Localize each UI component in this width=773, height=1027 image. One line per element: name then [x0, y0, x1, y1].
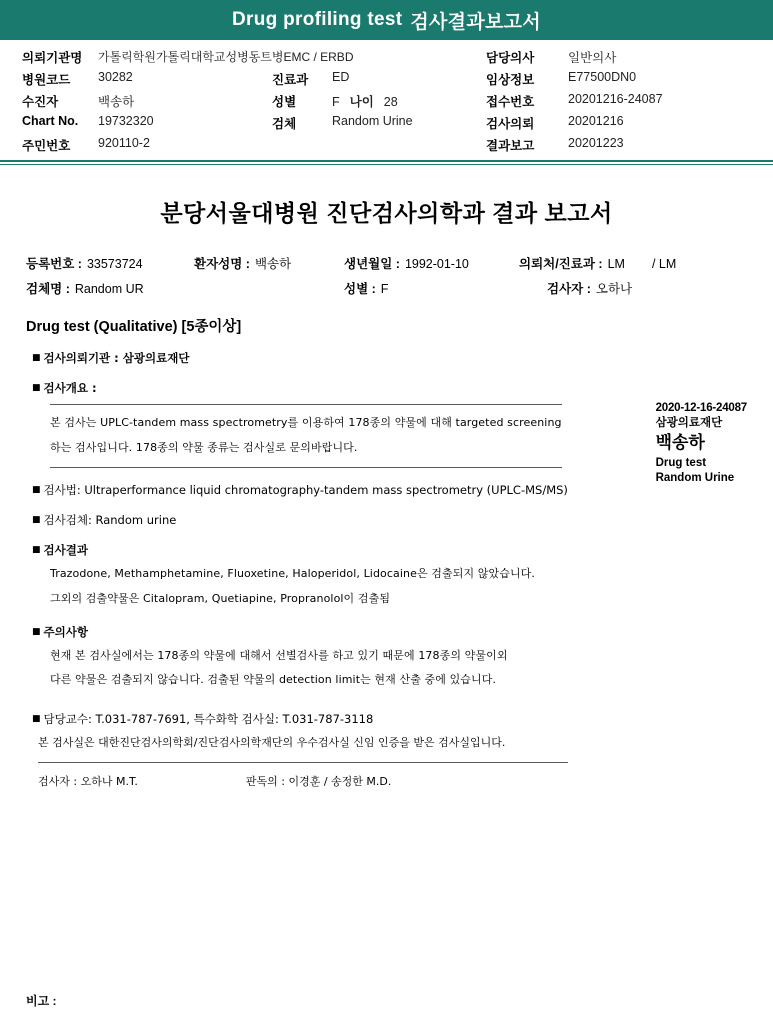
stamp-org: 삼광의료재단 [655, 417, 723, 430]
banner-title-en: Drug profiling test [232, 9, 403, 30]
value-specimen: Random Urine [332, 114, 413, 128]
label-age: 나이 [349, 95, 374, 109]
section-results-text: 검사결과 [43, 542, 88, 557]
stamp-date: 2020-12-16-24087 [655, 402, 747, 414]
overview-rule-top [50, 404, 562, 405]
result-line-2: 그외의 검출약물은 Citalopram, Quetiapine, Propranolol이 검출됨 [50, 591, 391, 605]
overview-line-1: 본 검사는 UPLC-tandem mass spectrometry를 이용하여 178종의 약물에 대해 targeted screening [50, 416, 562, 429]
value-institution: 가톨릭학원가톨릭대학교성병동트병EMC / ERBD [98, 50, 354, 64]
section-requesting-lab [32, 350, 747, 366]
value-report-date: 20201223 [568, 136, 624, 150]
label-specimen: 검체 [272, 117, 297, 131]
signature-reader-value: 이경훈 / 송정한 M.D. [288, 775, 392, 789]
meta-sex-value: F [380, 282, 389, 296]
meta-sex-label: 성별 : [344, 282, 376, 296]
value-sex-age [332, 92, 482, 110]
meta-patient-name [194, 254, 344, 272]
signature-reader-label: 판독의 : [245, 775, 285, 789]
overview-rule-bottom [50, 467, 562, 468]
header-divider [0, 164, 773, 165]
meta-row-1 [26, 254, 747, 272]
section-cautions-text: 주의사항 [43, 624, 88, 639]
section-results [32, 542, 747, 558]
section-requesting-lab-text: 검사의뢰기관 : 삼광의료재단 [43, 351, 190, 365]
value-sex: F [332, 95, 340, 109]
meta-registration-no-value: 33573724 [86, 257, 143, 271]
section-contact [32, 711, 747, 727]
meta-row-2 [26, 279, 747, 297]
patient-info-block [0, 40, 773, 162]
section-method [32, 482, 747, 498]
label-patient: 수진자 [22, 95, 59, 109]
accreditation-note: 본 검사실은 대한진단검사의학회/진단검사의학재단의 우수검사실 신임 인증을 받은 검사실입니다. [38, 736, 506, 750]
value-age: 28 [383, 95, 398, 109]
value-doctor: 일반의사 [568, 51, 617, 65]
banner-title-ko: 검사결과보고서 [410, 11, 541, 33]
signature-row [38, 773, 747, 789]
square-bullet-icon: ■ [32, 714, 41, 725]
report-meta [26, 254, 747, 297]
value-patient: 백송하 [98, 95, 135, 109]
meta-birthdate [344, 254, 519, 272]
value-department: ED [332, 70, 350, 84]
square-bullet-icon: ■ [32, 544, 41, 555]
meta-registration-no-label: 등록번호 : [26, 257, 82, 271]
value-ssn: 920110-2 [98, 136, 150, 150]
test-title: Drug test (Qualitative) [5종이상] [26, 319, 242, 335]
square-bullet-icon: ■ [32, 383, 41, 393]
lab-stamp [656, 401, 747, 486]
label-chart-no: Chart No. [22, 114, 79, 128]
label-ssn: 주민번호 [22, 139, 71, 153]
meta-examiner-label: 검사자 : [547, 282, 591, 296]
meta-sex [344, 279, 519, 297]
spacer-cell-a [272, 136, 328, 154]
report-banner [0, 0, 773, 40]
section-cautions [32, 624, 747, 640]
section-specimen-text: 검사검체: Random urine [43, 512, 177, 527]
signature-reader [246, 773, 392, 789]
result-line-1: Trazodone, Methamphetamine, Fluoxetine, Haloperidol, Lidocaine은 검출되지 않았습니다. [50, 566, 535, 580]
value-clinical-info: E77500DN0 [568, 70, 637, 84]
meta-patient-name-label: 환자성명 : [194, 257, 250, 271]
section-contact-text: 담당교수: T.031-787-7691, 특수화학 검사실: T.031-787-3118 [43, 712, 374, 727]
meta-specimen-value: Random UR [74, 282, 144, 296]
label-order-date: 검사의뢰 [486, 117, 535, 131]
value-chart-no: 19732320 [98, 114, 154, 128]
overview-line-2: 하는 검사입니다. 178종의 약물 종류는 검사실로 문의바랍니다. [50, 440, 358, 454]
meta-examiner-value: 오하나 [595, 282, 633, 296]
stamp-patient-name: 백송하 [655, 433, 705, 453]
meta-department-value2: / LM [651, 257, 677, 271]
meta-specimen [26, 279, 194, 297]
meta-department-label: 의뢰처/진료과 : [519, 257, 603, 271]
stamp-test-name: Drug test [655, 456, 707, 469]
label-clinical-info: 임상정보 [486, 73, 535, 87]
meta-department [519, 254, 676, 272]
meta-patient-name-value: 백송하 [254, 257, 292, 271]
section-specimen [32, 512, 747, 528]
square-bullet-icon: ■ [32, 514, 41, 525]
value-accession: 20201216-24087 [568, 92, 663, 106]
section-method-text: 검사법: Ultraperformance liquid chromatography-tandem mass spectrometry (UPLC-MS/MS) [43, 482, 568, 497]
label-institution: 의뢰기관명 [22, 51, 83, 65]
caution-line-2: 다른 약물은 검출되지 않습니다. 검출된 약물의 detection limit는 현재 산출 중에 있습니다. [50, 673, 497, 687]
value-hospital-code: 30282 [98, 70, 133, 84]
caution-line-1: 현재 본 검사실에서는 178종의 약물에 대해서 선별검사를 하고 있기 때문에 178종의 약물이외 [50, 648, 508, 662]
meta-birthdate-value: 1992-01-10 [404, 257, 469, 271]
meta-examiner [547, 279, 632, 297]
label-department: 진료과 [272, 73, 309, 87]
section-overview-text: 검사개요 : [43, 381, 97, 395]
meta-department-value: LM [607, 257, 625, 271]
square-bullet-icon: ■ [32, 626, 41, 637]
patient-info-grid [22, 48, 751, 154]
label-doctor: 담당의사 [486, 51, 535, 65]
signature-tester-value: 오하나 M.T. [80, 775, 138, 789]
remark-label: 비고 : [26, 994, 57, 1008]
meta-registration-no [26, 254, 194, 272]
report-title: 분당서울대병원 진단검사의학과 결과 보고서 [160, 200, 613, 226]
spacer-cell-b [332, 136, 482, 154]
meta-specimen-label: 검체명 : [26, 282, 70, 296]
label-sex: 성별 [272, 95, 297, 109]
square-bullet-icon: ■ [32, 484, 41, 495]
signature-tester [38, 773, 138, 789]
label-hospital-code: 병원코드 [22, 73, 71, 87]
label-accession: 접수번호 [486, 95, 535, 109]
square-bullet-icon: ■ [32, 353, 41, 363]
value-order-date: 20201216 [568, 114, 624, 128]
section-overview [32, 380, 747, 396]
signature-tester-label: 검사자 : [38, 775, 78, 789]
report-body [0, 195, 773, 789]
stamp-specimen: Random Urine [655, 471, 735, 484]
meta-birthdate-label: 생년월일 : [344, 257, 400, 271]
footer-rule [38, 762, 568, 763]
label-report-date: 결과보고 [486, 139, 535, 153]
report-sections [32, 350, 747, 789]
